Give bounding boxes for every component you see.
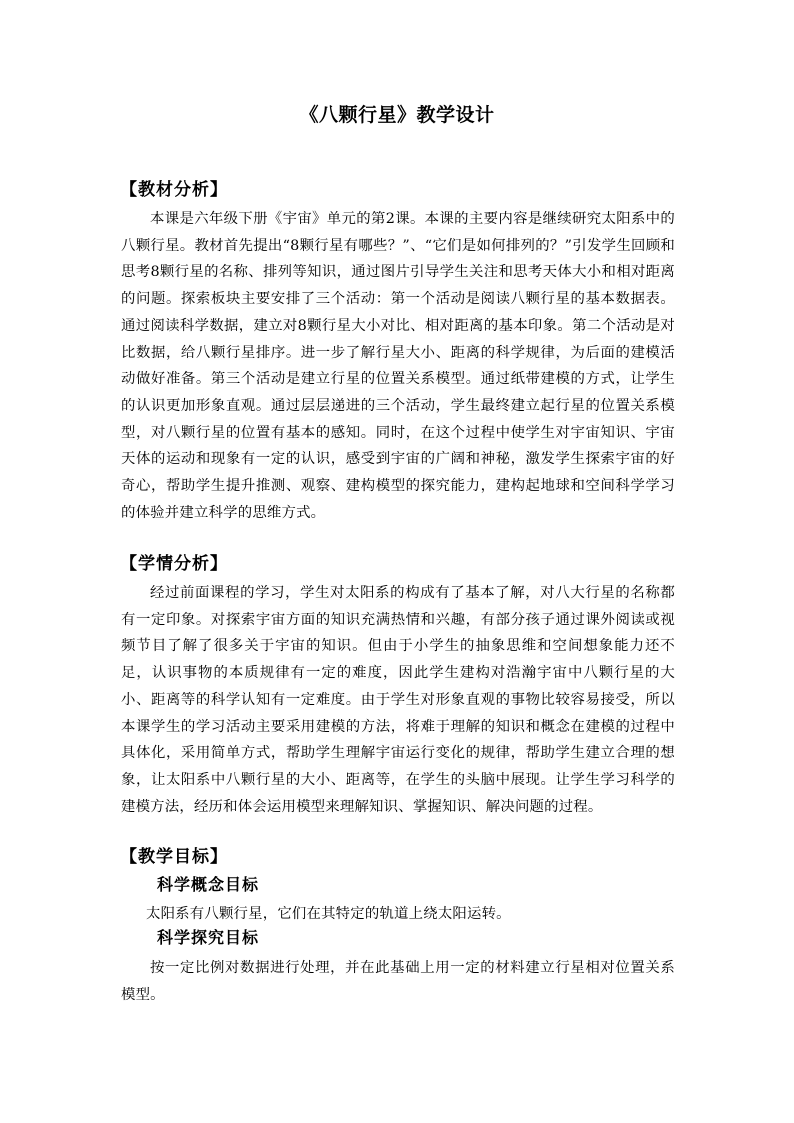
student-analysis-paragraph: 经过前面课程的学习，学生对太阳系的构成有了基本了解，对八大行星的名称都有一定印象。对探索宇宙方面的知识充满热情和兴趣，有部分孩子通过课外阅读或视频节目了解了很多关于宇宙的知识。但由于小学生的抽象思维和空间想象能力还不足，认识事物的本质规律有一定的难度，因此学生建构对浩瀚宇宙中八颗行星的大小、距离等的科学认知有一定难度。由于学生对形象直观的事物比较容易接受，所以本课学生的学习活动主要采用建模的方法，将难于理解的知识和概念在建模的过程中具体化，采用简单方式，帮助学生理解宇宙运行变化的规律，帮助学生建立合理的想象，让太阳系中八颗行星的大小、距离等，在学生的头脑中展现。让学生学习科学的建模方法，经历和体会运用模型来理解知识、掌握知识、解决问题的过程。 — [121, 585, 675, 815]
section-heading-student-analysis: 【学情分析】 — [120, 554, 228, 574]
section-heading-teaching-goals: 【教学目标】 — [120, 847, 228, 867]
subheading-science-concept-goal: 科学概念目标 — [157, 875, 260, 894]
textbook-analysis-paragraph: 本课是六年级下册《宇宙》单元的第2课。本课的主要内容是继续研究太阳系中的八颗行星。教材首先提出“8颗行星有哪些？”、“它们是如何排列的？”引发学生回顾和思考8颗行星的名称、排列等知识，通过图片引导学生关注和思考天体大小和相对距离的问题。探索板块主要安排了三个活动：第一个活动是阅读八颗行星的基本数据表。通过阅读科学数据，建立对8颗行星大小对比、相对距离的基本印象。第二个活动是对比数据，给八颗行星排序。进一步了解行星大小、距离的科学规律，为后面的建模活动做好准备。第三个活动是建立行星的位置关系模型。通过纸带建模的方式，让学生的认识更加形象直观。通过层层递进的三个活动，学生最终建立起行星的位置关系模型，对八颗行星的位置有基本的感知。同时，在这个过程中使学生对宇宙知识、宇宙天体的运动和现象有一定的认识，感受到宇宙的广阔和神秘，激发学生探索宇宙的好奇心，帮助学生提升推测、观察、建构模型的探究能力，建构起地球和空间科学学习的体验并建立科学的思维方式。 — [121, 211, 675, 521]
section-heading-textbook-analysis: 【教材分析】 — [120, 180, 228, 200]
science-concept-goal-paragraph: 太阳系有八颗行星，它们在其特定的轨道上绕太阳运转。 — [146, 906, 511, 922]
subheading-science-inquiry-goal: 科学探究目标 — [157, 928, 260, 947]
science-inquiry-goal-paragraph: 按一定比例对数据进行处理，并在此基础上用一定的材料建立行星相对位置关系模型。 — [121, 960, 675, 1003]
document-title: 《八颗行星》教学设计 — [299, 104, 495, 126]
